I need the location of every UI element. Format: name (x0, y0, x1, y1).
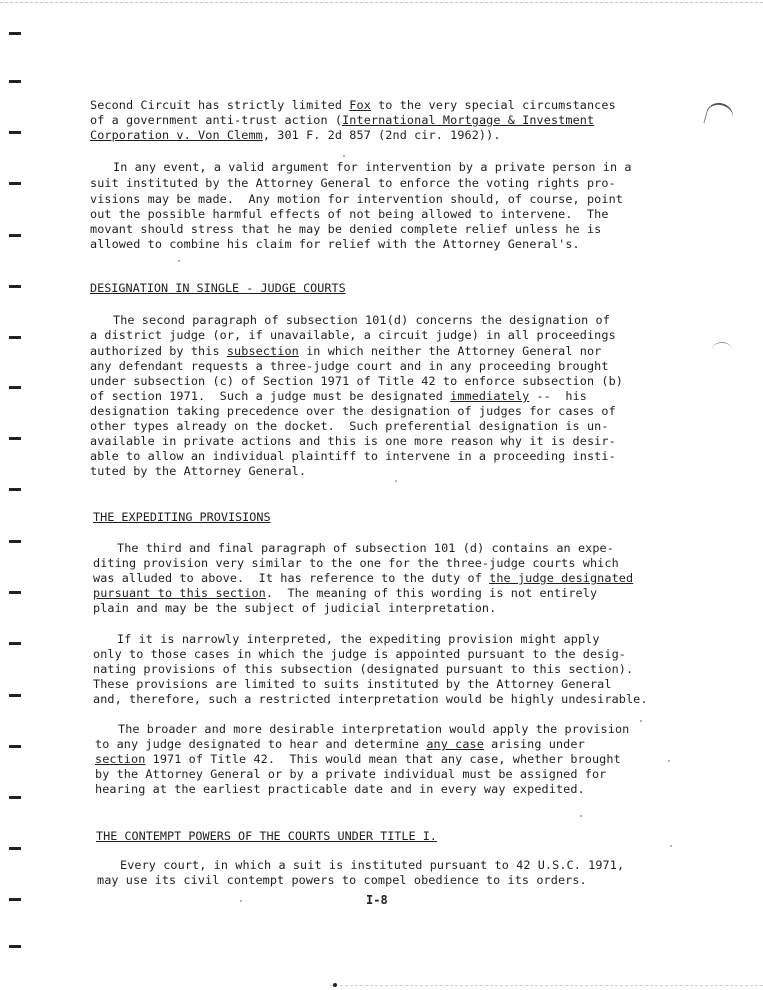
text-line: out the possible harmful effects of not being allowed to intervene. The (90, 207, 609, 221)
text-line: tuted by the Attorney General. (90, 464, 307, 478)
margin-mark (9, 32, 21, 35)
text-line: The second paragraph of subsection 101(d) concerns the designation of (113, 313, 610, 327)
scan-artifact (703, 100, 735, 130)
section-heading: THE CONTEMPT POWERS OF THE COURTS UNDER TITLE I. (96, 829, 437, 843)
margin-mark (9, 80, 21, 83)
text-line: may use its civil contempt powers to compel obedience to its orders. (97, 873, 587, 887)
scan-top-edge (0, 2, 763, 3)
text-line: Every court, in which a suit is instituted pursuant to 42 U.S.C. 1971, (120, 858, 625, 872)
text-line: under subsection (c) of Section 1971 of Title 42 to enforce subsection (b) (90, 374, 623, 388)
margin-mark (9, 945, 21, 948)
scan-bottom-edge (330, 985, 763, 986)
text-line: authorized by this subsection in which neither the Attorney General nor (90, 344, 602, 358)
text-line: plain and may be the subject of judicial interpretation. (93, 601, 497, 615)
text-line: of a government anti-trust action (International Mortgage & Investment (90, 113, 595, 127)
scan-speck (395, 480, 397, 482)
margin-mark (9, 285, 21, 288)
margin-mark (9, 694, 21, 697)
scan-speck (240, 900, 242, 902)
scan-speck (670, 845, 672, 847)
text-line: to any judge designated to hear and determine any case arising under (95, 737, 585, 751)
text-line: and, therefore, such a restricted interpretation would be highly undesirable. (93, 692, 648, 706)
text-line: Second Circuit has strictly limited Fox to the very special circumstances (90, 98, 616, 112)
text-line: The broader and more desirable interpretation would apply the provision (118, 722, 630, 736)
text-line: In any event, a valid argument for intervention by a private person in a (113, 160, 632, 174)
section-heading: DESIGNATION IN SINGLE - JUDGE COURTS (90, 281, 346, 295)
margin-mark (9, 336, 21, 339)
text-line: designation taking precedence over the designation of judges for cases of (90, 404, 616, 418)
scan-speck (333, 983, 337, 987)
margin-mark (9, 234, 21, 237)
text-line: able to allow an individual plaintiff to intervene in a proceeding insti- (90, 449, 616, 463)
margin-mark (9, 745, 21, 748)
scan-speck (668, 760, 670, 762)
scan-speck (343, 155, 345, 157)
page-number: I-8 (366, 893, 388, 907)
text-line: a district judge (or, if unavailable, a circuit judge) in all proceedings (90, 328, 616, 342)
scan-speck (640, 720, 642, 722)
margin-mark (9, 437, 21, 440)
text-line: Corporation v. Von Clemm, 301 F. 2d 857 (2nd cir. 1962)). (90, 128, 501, 142)
text-line: If it is narrowly interpreted, the expediting provision might apply (117, 632, 600, 646)
margin-mark (9, 847, 21, 850)
margin-mark (9, 591, 21, 594)
scan-speck (580, 815, 582, 817)
text-line: visions may be made. Any motion for intervention should, of course, point (90, 192, 623, 206)
margin-mark (9, 182, 21, 185)
text-line: by the Attorney General or by a private individual must be assigned for (95, 767, 607, 781)
text-line: allowed to combine his claim for relief with the Attorney General's. (90, 237, 580, 251)
text-line: These provisions are limited to suits instituted by the Attorney General (93, 677, 612, 691)
scan-artifact (712, 342, 732, 357)
text-line: other types already on the docket. Such preferential designation is un- (90, 419, 609, 433)
text-line: only to those cases in which the judge is appointed pursuant to the desig- (93, 647, 626, 661)
text-line: of section 1971. Such a judge must be designated immediately -- his (90, 389, 587, 403)
scan-speck (178, 260, 180, 262)
text-line: pursuant to this section. The meaning of this wording is not entirely (93, 586, 598, 600)
section-heading: THE EXPEDITING PROVISIONS (93, 510, 271, 524)
text-line: suit instituted by the Attorney General to enforce the voting rights pro- (90, 176, 616, 190)
text-line: nating provisions of this subsection (designated pursuant to this section). (93, 662, 634, 676)
text-line: was alluded to above. It has reference to the duty of the judge designated (93, 571, 634, 585)
margin-mark (9, 898, 21, 901)
text-line: section 1971 of Title 42. This would mean that any case, whether brought (95, 752, 621, 766)
margin-mark (9, 386, 21, 389)
text-line: available in private actions and this is one more reason why it is desir- (90, 434, 616, 448)
margin-mark (9, 796, 21, 799)
text-line: The third and final paragraph of subsection 101 (d) contains an expe- (117, 541, 614, 555)
text-line: any defendant requests a three-judge court and in any proceeding brought (90, 359, 609, 373)
text-line: diting provision very similar to the one for the three-judge courts which (93, 556, 619, 570)
text-line: hearing at the earliest practicable date and in every way expedited. (95, 782, 585, 796)
margin-mark (9, 488, 21, 491)
margin-mark (9, 540, 21, 543)
margin-mark (9, 642, 21, 645)
margin-mark (9, 131, 21, 134)
text-line: movant should stress that he may be denied complete relief unless he is (90, 222, 602, 236)
